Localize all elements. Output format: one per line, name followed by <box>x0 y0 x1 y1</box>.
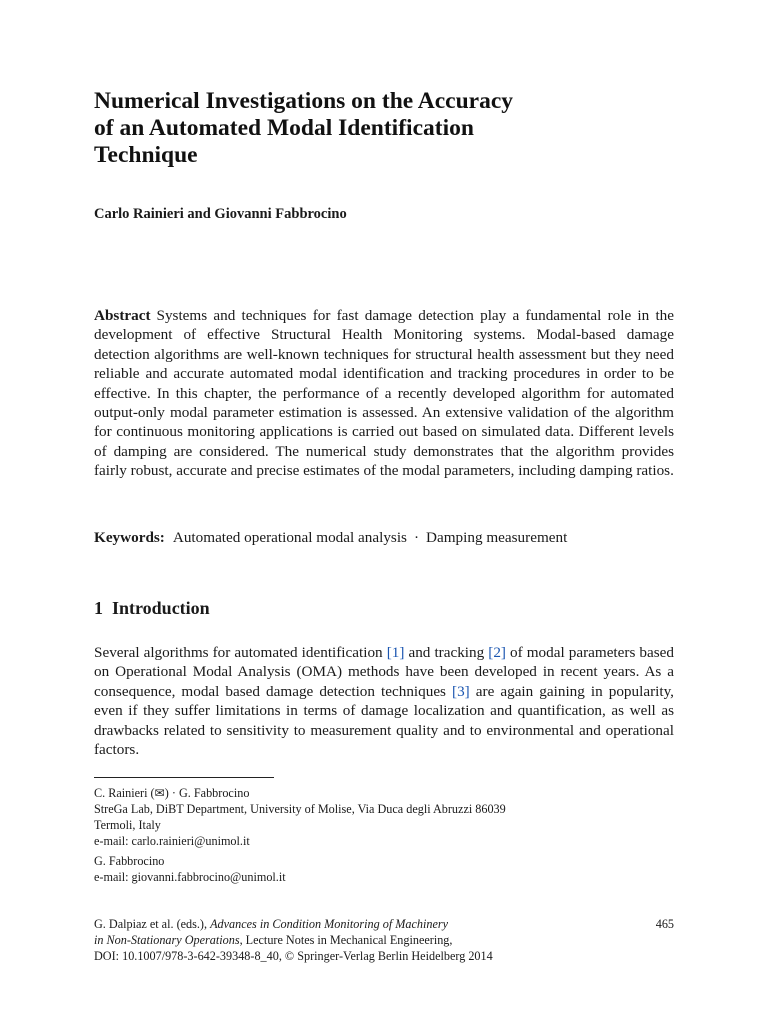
paper-title <box>94 88 674 169</box>
citation-editors: G. Dalpiaz et al. (eds.), <box>94 917 211 931</box>
citation-book-title: in Non-Stationary Operations <box>94 933 240 947</box>
abstract <box>94 306 674 481</box>
reference-link-1[interactable]: [1] <box>386 644 405 661</box>
citation-doi: DOI: 10.1007/978-3-642-39348-8_40, © Springer-Verlag Berlin Heidelberg 2014 <box>94 949 493 963</box>
keywords <box>94 528 674 547</box>
section-number: 1 <box>94 598 103 618</box>
reference-link-2[interactable]: [2] <box>488 644 506 661</box>
abstract-label: Abstract <box>94 307 151 324</box>
intro-text: Several algorithms for automated identification <box>94 644 387 661</box>
intro-text: are again gaining in popularity, even if they suffer limitations in terms of damage localization and quantification, as well as drawbacks related to sensitivity to measurement quality and to environmental and operational factors. <box>94 682 674 759</box>
citation-book-title: Advances in Condition Monitoring of Machinery <box>210 917 449 931</box>
intro-text: of modal parameters based on Operational Modal Analysis (OMA) methods have been developed in recent years. As a consequence, modal based damage detection techniques <box>94 644 674 700</box>
footnote-author-name: G. Fabbrocino <box>94 854 165 868</box>
title-line: Technique <box>94 142 198 168</box>
author-list: Carlo Rainieri and Giovanni Fabbrocino <box>94 206 347 222</box>
keyword-item: Automated operational modal analysis <box>172 529 407 546</box>
footnote-email: e-mail: carlo.rainieri@unimol.it <box>94 834 250 848</box>
reference-link-3[interactable]: [3] <box>452 682 470 700</box>
keywords-label: Keywords: <box>94 529 165 546</box>
section-heading-introduction <box>94 598 210 619</box>
keyword-separator: · <box>413 529 420 546</box>
footnote-email: e-mail: giovanni.fabbrocino@unimol.it <box>94 870 286 884</box>
footnote-affiliation-line: Termoli, Italy <box>94 818 161 832</box>
footnote-affiliation <box>94 785 674 849</box>
title-line: Numerical Investigations on the Accuracy <box>94 88 514 114</box>
title-line: of an Automated Modal Identification <box>94 115 474 141</box>
section-title: Introduction <box>112 598 210 618</box>
book-citation <box>94 916 594 964</box>
footnote-divider <box>94 777 274 778</box>
page-number: 465 <box>655 917 674 931</box>
keyword-item: Damping measurement <box>426 529 568 546</box>
footnote-authors: C. Rainieri (✉) · G. Fabbrocino <box>94 786 250 800</box>
citation-series: , Lecture Notes in Mechanical Engineering, <box>239 933 453 947</box>
footnote-second-author <box>94 853 674 885</box>
introduction-paragraph <box>94 643 674 759</box>
footnote-affiliation-line: StreGa Lab, DiBT Department, University of Molise, Via Duca degli Abruzzi 86039 <box>94 802 506 816</box>
intro-text: and tracking <box>404 644 489 661</box>
abstract-text: Systems and techniques for fast damage detection play a fundamental role in the development of effective Structural Health Monitoring systems. Modal-based damage detection algorithms are well-known techniques for structural health assessment but they need reliable and accurate automated modal identification and tracking procedures in order to be effective. In this chapter, the performance of a recently developed algorithm for automated output-only modal parameter estimation is assessed. An extensive validation of the algorithm for continuous monitoring applications is carried out based on simulated data. Different levels of damping are considered. The numerical study demonstrates that the algorithm provides fairly robust, accurate and precise estimates of the modal parameters, including damping ratios. <box>94 307 674 480</box>
